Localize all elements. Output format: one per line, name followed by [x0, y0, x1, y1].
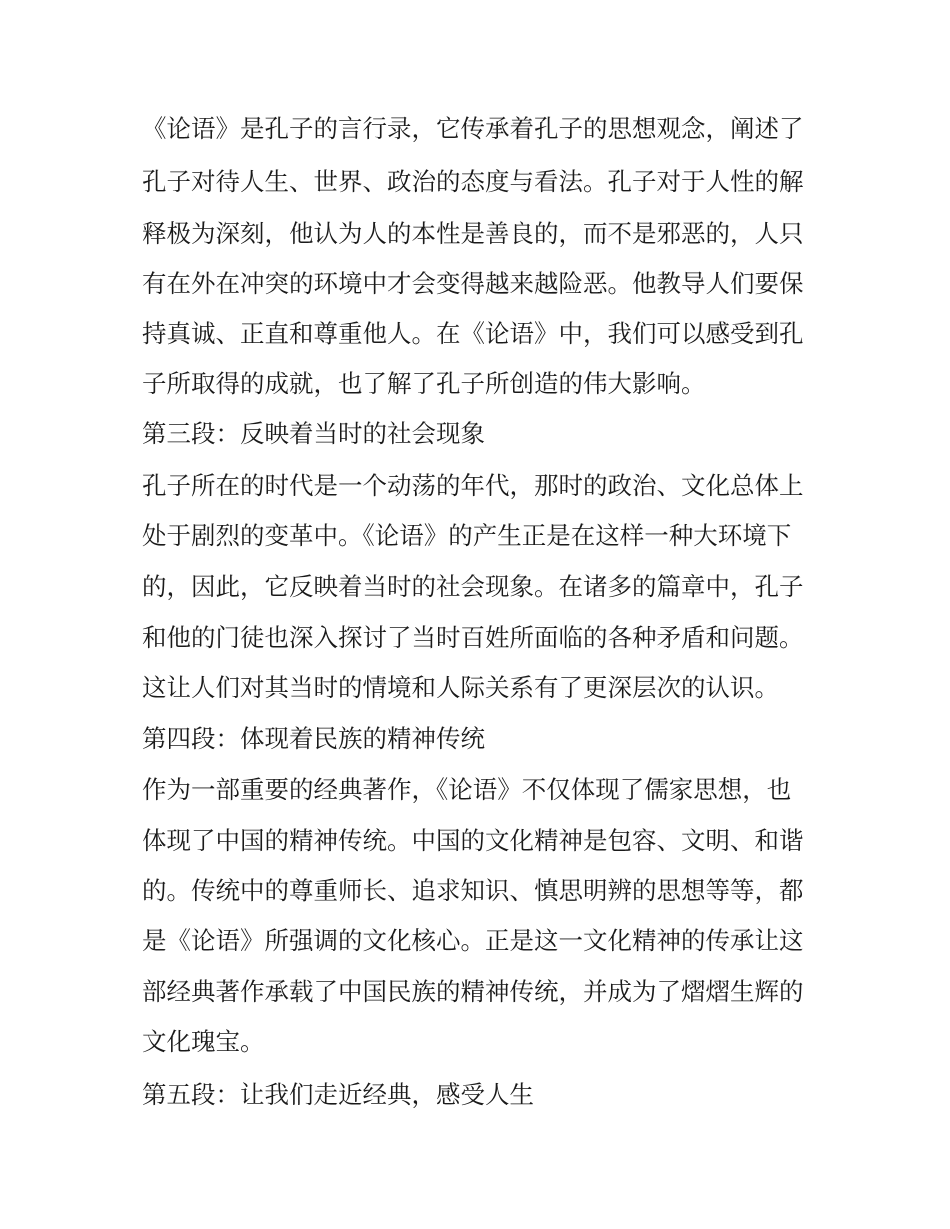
paragraph-line: 子所取得的成就，也了解了孔子所创造的伟大影响。 — [142, 369, 706, 398]
paragraph-line: 孔子对待人生、世界、政治的态度与看法。孔子对于人性的解 — [142, 167, 804, 196]
paragraph-line: 持真诚、正直和尊重他人。在《论语》中，我们可以感受到孔 — [142, 319, 804, 348]
paragraph-line: 孔子所在的时代是一个动荡的年代，那时的政治、文化总体上 — [142, 471, 804, 500]
section-heading: 第三段：反映着当时的社会现象 — [142, 419, 485, 448]
paragraph-line: 有在外在冲突的环境中才会变得越来越险恶。他教导人们要保 — [142, 269, 804, 298]
paragraph-line: 是《论语》所强调的文化核心。正是这一文化精神的传承让这 — [142, 926, 804, 955]
paragraph-line: 的。传统中的尊重师长、追求知识、慎思明辨的思想等等，都 — [142, 876, 804, 905]
paragraph-line: 体现了中国的精神传统。中国的文化精神是包容、文明、和谐 — [142, 826, 804, 855]
paragraph-line: 的，因此，它反映着当时的社会现象。在诸多的篇章中，孔子 — [142, 572, 804, 601]
section-heading: 第四段：体现着民族的精神传统 — [142, 724, 485, 753]
paragraph-line: 和他的门徒也深入探讨了当时百姓所面临的各种矛盾和问题。 — [142, 623, 804, 652]
paragraph-line: 这让人们对其当时的情境和人际关系有了更深层次的认识。 — [142, 673, 779, 702]
paragraph-line: 作为一部重要的经典著作，《论语》不仅体现了儒家思想，也 — [142, 775, 792, 804]
section-heading: 第五段：让我们走近经典，感受人生 — [142, 1080, 534, 1109]
paragraph-line: 部经典著作承载了中国民族的精神传统，并成为了熠熠生辉的 — [142, 977, 804, 1006]
paragraph-line: 处于剧烈的变革中。《论语》的产生正是在这样一种大环境下 — [142, 521, 792, 550]
paragraph-line: 文化瑰宝。 — [142, 1027, 265, 1056]
paragraph-line: 《论语》是孔子的言行录，它传承着孔子的思想观念，阐述了 — [142, 114, 804, 143]
paragraph-line: 释极为深刻，他认为人的本性是善良的，而不是邪恶的，人只 — [142, 219, 804, 248]
